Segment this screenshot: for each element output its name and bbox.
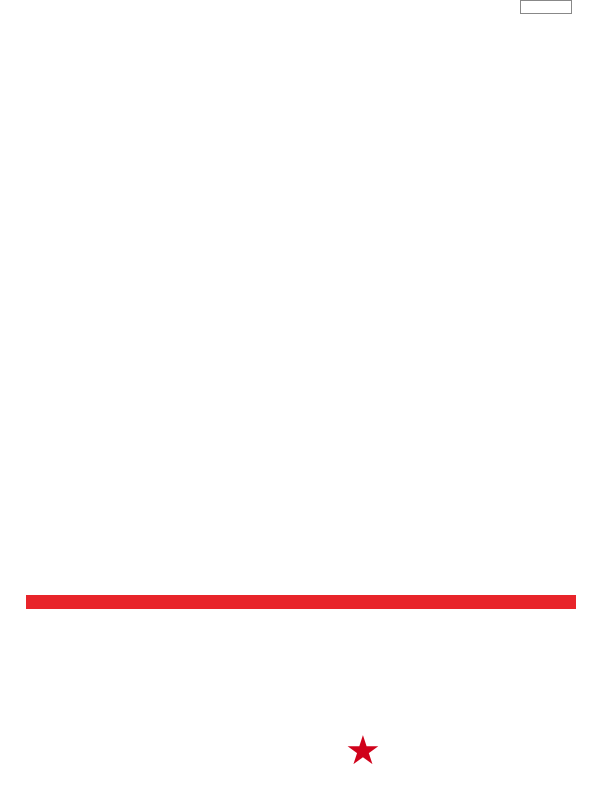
star-icon: ★ (345, 729, 381, 773)
sizing-instructions-title (26, 595, 576, 609)
brand-logo (520, 0, 572, 14)
